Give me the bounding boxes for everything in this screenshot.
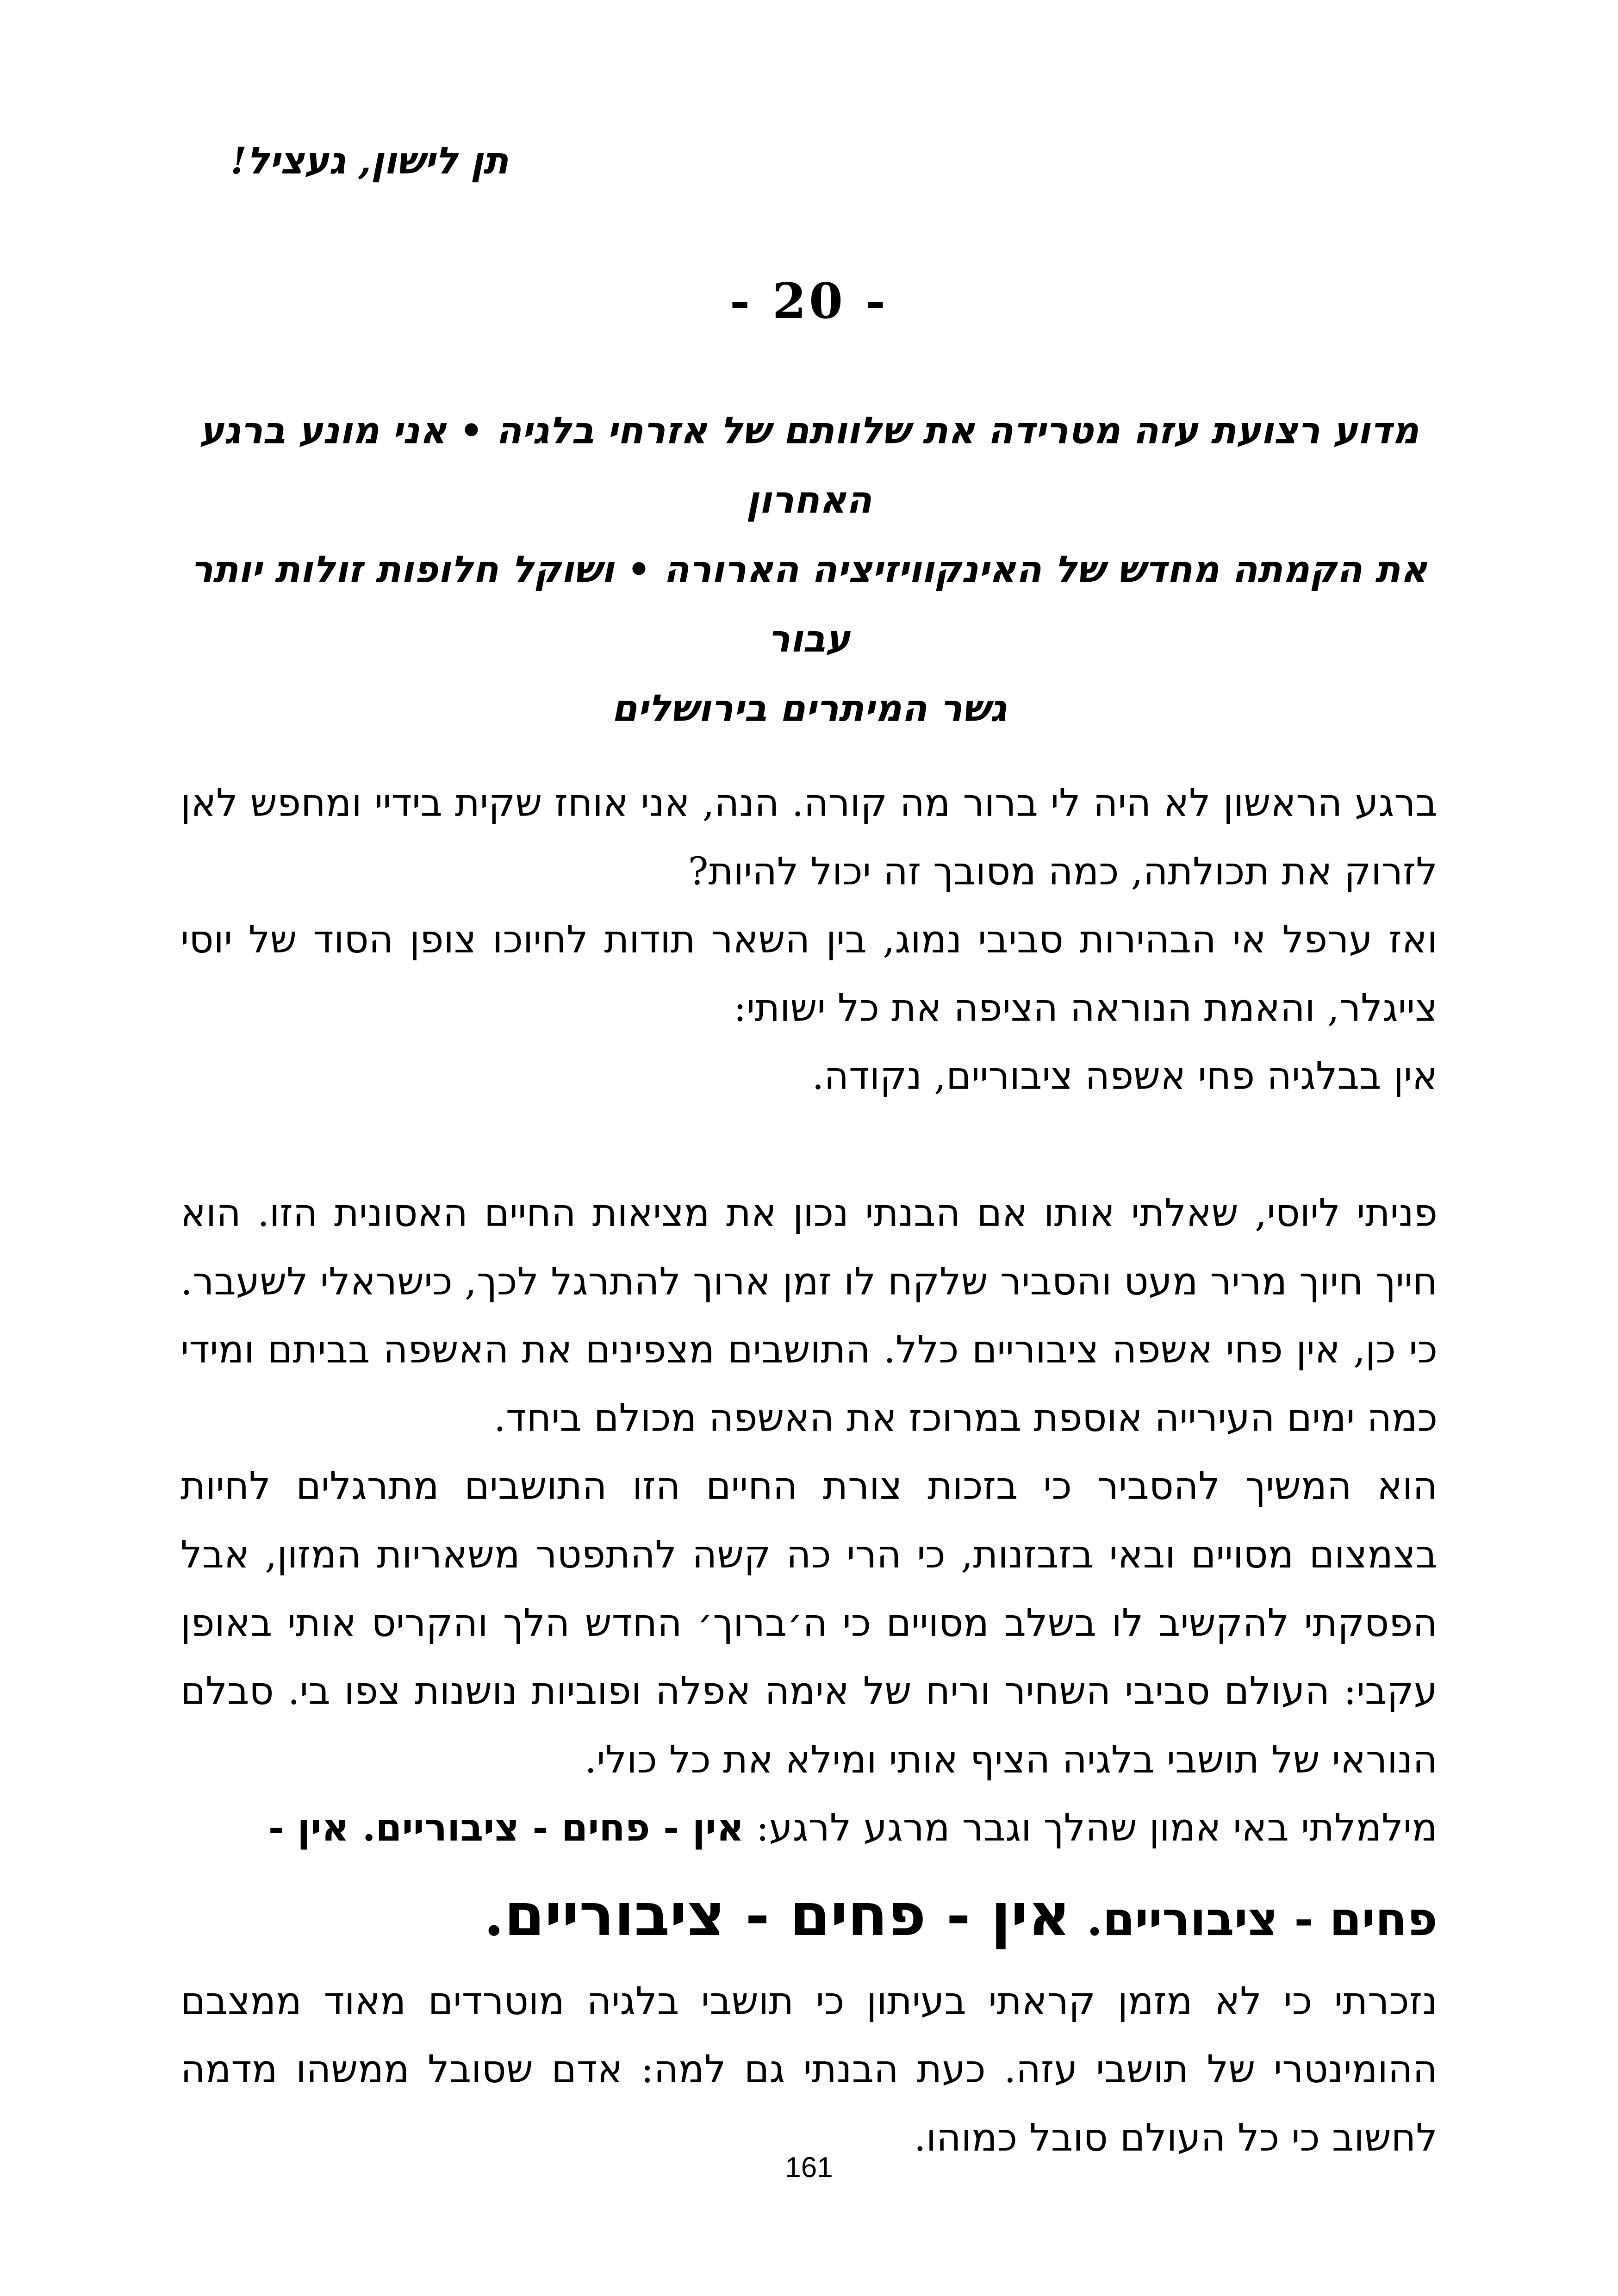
paragraph-1: ברגע הראשון לא היה לי ברור מה קורה. הנה, אני אוחז שקית בידיי ומחפש לאן לזרוק את תכולתה, כמה מסובך זה יכול להיות? [180,781,1438,894]
chapter-subtitle [180,396,1438,743]
subtitle-line-1: מדוע רצועת עזה מטרידה את שלוותם של אזרחי בלגיה • אני מונע ברגע האחרון [199,409,1419,522]
subtitle-line-3: גשר המיתרים בירושלים [611,686,1007,730]
page-number: 161 [785,2152,833,2184]
chapter-number: - 20 - [729,272,889,330]
paragraph-7: נזכרתי כי לא מזמן קראתי בעיתון כי תושבי בלגיה מוטרדים מאוד ממצבם ההומינטרי של תושבי עזה. כעת הבנתי גם למה: אדם שסובל ממשהו מדמה לחשוב כי כל העולם סובל כמוהו. [180,1979,1438,2160]
paragraph-5: הוא המשיך להסביר כי בזכות צורת החיים הזו התושבים מתרגלים לחיות בצמצום מסויים ובאי בזבזנות, כי הרי כה קשה להתפטר משאריות המזון, אבל הפסקתי להקשיב לו בשלב מסויים כי ה׳ברוך׳ החדש הלך והקריס אותי באופן עקבי: העולם סביבי השחיר וריח של אימה אפלה ופוביות נושנות צפו בי. סבלם הנוראי של תושבי בלגיה הציף אותי ומילא את כל כולי. [180,1464,1438,1782]
paragraph-6-emphasis: מילמלתי באי אמון שהלך וגבר מרגע לרגע: אין - פחים - ציבוריים. אין - פחים - ציבוריים. אין - פחים - ציבוריים. [268,1805,1438,1949]
paragraph-2: ואז ערפל אי הבהירות סביבי נמוג, בין השאר תודות לחיוכו צופן הסוד של יוסי צייגלר, והאמת הנוראה הציפה את כל ישותי: [180,918,1438,1030]
body-text [180,769,1438,2172]
running-header-book-title: תן לישון, געציל! [230,139,509,182]
subtitle-line-2: את הקמתה מחדש של האינקוויזיציה הארורה • ושוקל חלופות זולות יותר עבור [190,548,1428,660]
paragraph-3: אין בבלגיה פחי אשפה ציבוריים, נקודה. [812,1054,1438,1099]
paragraph-4: פניתי ליוסי, שאלתי אותו אם הבנתי נכון את מציאות החיים האסונית הזו. הוא חייך חיוך מריר מעט והסביר שלקח לו זמן ארוך להתרגל לכך, כישראלי לשעבר. כי כן, אין פחי אשפה ציבוריים כלל. התושבים מצפינים את האשפה בביתם ומידי כמה ימים העירייה אוספת במרוכז את האשפה מכולם ביחד. [180,1191,1438,1440]
